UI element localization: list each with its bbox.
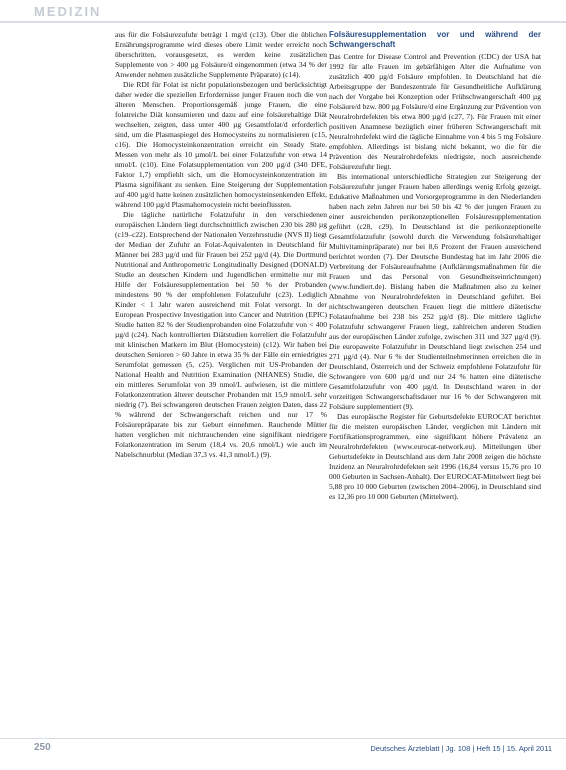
section-heading: Folsäuresupplementation vor und während der Schwangerschaft <box>329 30 541 49</box>
left-text-column <box>115 30 327 730</box>
right-text-column <box>329 30 541 760</box>
right-paragraph: Das europäische Register für Geburtsdefekte EUROCAT berichtet für die meisten europäischen Länder, verglichen mit Ländern mit Fortifikationsprogrammen, eine signifikant höhere Prävalenz an Neuralrohrdefekten (www.eurocat-network.eu). Mitteilungen über Geburtsdefekte in Deutschland aus dem Jahr 2008 zeigen die höchste Inzidenz an Neuralrohrdefekten seit 1996 (16,84 versus 15,76 pro 10 000 Geburten in Sachsen-Anhalt). Der EUROCAT-Mittelwert liegt bei 5,88 pro 10 000 Geburten (zwischen 2004–2006), in Deutschland sind es 12,36 pro 10 000 Geburten (Mittelwert). <box>329 412 541 501</box>
left-paragraph: aus für die Folsäurezufuhr beträgt 1 mg/d (c13). Über die üblichen Ernährungsprogramme wird dieses obere Limit weder erreicht noch überschritten, vorausgesetzt, es werden keine zusätzlichen Supplemente von > 400 µg Folsäure/d eingenommen (etwa 34 % der Anwender nehmen zusätzliche Supplemente Präparate) (c14). <box>115 30 327 79</box>
left-paragraph: Die tägliche natürliche Folatzufuhr in den verschiedenen europäischen Ländern liegt durchschnittlich zwischen 230 bis 280 µg (c19–c22). Entsprechend der Nationalen Verzehrsstudie (NVS II) liegt der Median der Zufuhr an Folat-Äquivalenten in Deutschland für Männer bei 283 µg/d und für Frauen bei 252 µg/d (4). Die Dortmund Nutritional and Anthropometric Longitudinally Designed (DONALD) Studie an deutschen Kindern und Jugendlichen ermittelte nur mit Hilfe der Folsäuresupplementation bei 50 % der Probanden mindestens 90 % der empfohlenen Folatzufuhr (c23). Lediglich Kinder < 1 Jahr waren ausreichend mit Folat versorgt. In der European Prospective Investigation into Cancer and Nutrition (EPIC) Studie hatten 82 % der Studienprobanden eine Folatzufuhr von < 400 µg/d (c24). Nach kontrollierten Diätstudien korreliert die Folatzufuhr mit klinischen Markern im Blut (Homocystein) (c12). Wir haben bei deutschen Senioren > 60 Jahre in etwa 35 % der Fälle ein erniedrigtes Serumfolat gemessen (5, c25). Verglichen mit US-Probanden der National Health and Nutrition Examination (NHANES) Studie, die ein mittleres Serumfolat von 39 nmol/L aufwiesen, ist die mittlere Folatkonzentration älterer deutscher Probanden mit 15,9 nmol/L sehr niedrig (7). Bei schwangeren deutschen Frauen zeigten Daten, dass 22 % während der Schwangerschaft reichen und nur 17 % Folsäurepräparate bis zur Geburt einnehmen. Rauchende Mütter hatten verglichen mit nichtrauchenden eine signifikant niedrigere Folatkonzentration im Serum (18,4 vs. 20,6 nmol/L) wie auch im Nabelschnurblut (Median 37,3 vs. 41,3 nmol/L) (9). <box>115 210 327 459</box>
footer-rule <box>0 738 566 739</box>
right-paragraph: Das Centre for Disease Control and Prevention (CDC) der USA hat 1992 für alle Frauen im gebärfähigen Alter die Aufnahme von zusätzlich 400 µg/d Folsäure empfohlen. In Deutschland hat die Arbeitsgruppe der Bundeszentrale für Gesundheitliche Aufklärung nach der Vorgabe bei Konzeption oder Frühschwangerschaft 400 µg Folsäure/d bzw. 800 µg Folsäure/d eine Ergänzung zur Prävention von Neuralrohrdefekten bis etwa 800 µg/d (c27, 7). Für Frauen mit einer positiven Anamnese bezüglich einer früheren Schwangerschaft mit Neuralrohrdefekt wird die tägliche Einnahme von 4 bis 5 mg Folsäure empfohlen. Allerdings ist bislang nicht bekannt, wo die für die Prävention des Neuralrohrdefekts niedrigste, noch ausreichende Folsäurezufuhr liegt. <box>329 52 541 171</box>
left-paragraph: Die RDI für Folat ist nicht populationsbezogen und berücksichtigt daher weder die speziellen Erfordernisse junger Frauen noch die von älteren Menschen. Proportionsgemäß junge Frauen, die eine folatreiche Diät konsumieren und dazu auf eine folsäurehaltige Diät wechselten, zeigten, dass unter 400 µg Gesamtfolat/d erforderlich sind, um die Plasmaspiegel des Homocysteins zu normalisieren (c15, c16). Die Homocysteinkonzentration erreicht ein Steady State. Messen von mehr als 10 µmol/L bei einer Folatzufuhr von etwa 14 nmol/L (c10). Eine Folatsupplementation von 200 µg/d (340 DFE, Faktor 1,7) empfiehlt sich, um die Homocysteinkonzentration im Plasma signifikant zu senken. Eine Steigerung der Supplementation auf 400 µg/d hatte keinen zusätzlichen homocysteinsenkenden Effekt, während 100 µg/d Plasmahomocystein nicht beeinflussten. <box>115 80 327 209</box>
page-number: 250 <box>34 742 51 753</box>
journal-citation: Deutsches Ärzteblatt | Jg. 108 | Heft 15 | 15. April 2011 <box>370 744 552 753</box>
section-label: MEDIZIN <box>34 4 102 19</box>
right-paragraph: Bis international unterschiedliche Strategien zur Steigerung der Folsäurezufuhr junger Frauen haben allerdings wenig Erfolg gezeigt. Edukative Maßnahmen und Vorsorgeprogramme in den Niederlanden haben nach zehn Jahren nur bei 50 bis 42 % der jungen Frauen zu einer ausreichenden perikonzeptionellen Folsäuresupplementation geführt (c28, c29). In Deutschland ist die perikonzeptionelle Gesamtfolatzufuhr (sowohl durch die Verwendung folsäurehaltiger Multivitaminpräparate) nur bei 8,6 Prozent der Frauen ausreichend berichtet worden (7). Der Deutsche Bundestag hat im Jahr 2006 die Verbreitung der Folsäureaufnahme (Aufklärungsmaßnahmen für die Frauen und das Personal von Gesundheitseinrichtungen) (www.fundiert.de). Bislang haben die Maßnahmen also zu keiner Abnahme von Neuralrohrdefekten in Deutschland geführt. Bei nichtschwangeren deutschen Frauen liegt die mittlere diätetische Folataufnahme bei 238 bis 252 µg/d (8). Die mittlere tägliche Folatzufuhr schwangerer Frauen liegt, zahlreichen anderen Studien aus der europäischen Länder zufolge, zwischen 311 und 327 µg/d (9). Die europaweite Folatzufuhr in Deutschland liegt zwischen 254 und 271 µg/d (4). Nur 6 % der Studienteilnehmerinnen erreichen die in Deutschland, Österreich und der Schweiz empfohlene Folatzufuhr für Schwangere von 600 µg/d und nur 24 % hatten eine diätetische Gesamtfolatzufuhr von 400 µg/d. In Deutschland waren in der vorzeitigen Schwangerschaftsdauer nur 16 % der Schwangeren mit Folsäure supplementiert (9). <box>329 172 541 411</box>
header-rule <box>0 21 566 23</box>
